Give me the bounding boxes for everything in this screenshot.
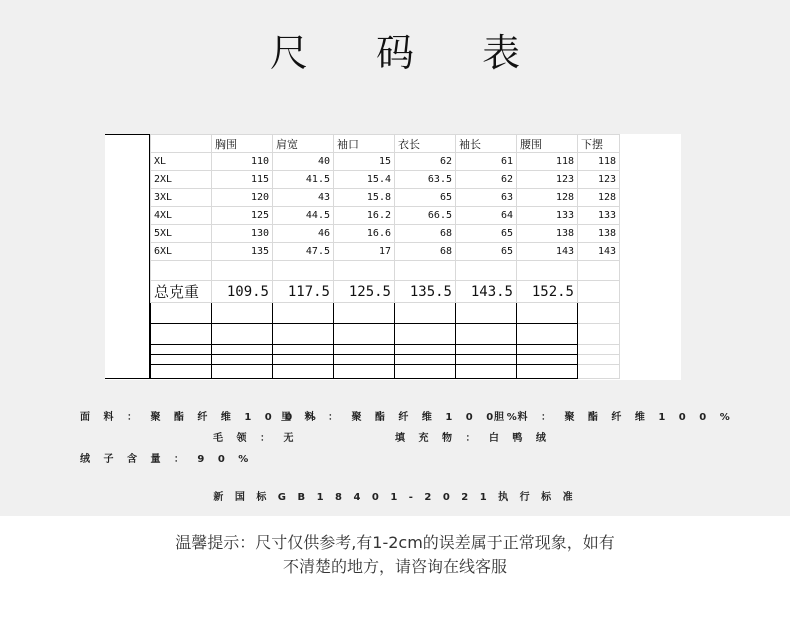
table-cell: 128 xyxy=(517,189,578,207)
table-cell: 62 xyxy=(456,171,517,189)
blank-cell xyxy=(273,345,334,355)
table-cell: 138 xyxy=(517,225,578,243)
table-cell: 133 xyxy=(517,207,578,225)
standard-note: 新 国 标 G B 1 8 4 0 1 - 2 0 2 1 执 行 标 准 xyxy=(213,492,577,503)
blank-row xyxy=(151,303,620,324)
table-cell xyxy=(212,261,273,281)
blank-cell xyxy=(273,365,334,379)
tip-line-2: 不清楚的地方，请咨询在线客服 xyxy=(282,557,507,576)
column-header: 袖口 xyxy=(334,135,395,153)
table-cell: 65 xyxy=(456,225,517,243)
table-header-row xyxy=(151,135,620,153)
table-cell: 143 xyxy=(578,243,620,261)
size-label: XL xyxy=(151,153,212,171)
blank-cell xyxy=(334,345,395,355)
weight-cell xyxy=(578,281,620,303)
table-cell: 47.5 xyxy=(273,243,334,261)
table-cell: 15.8 xyxy=(334,189,395,207)
table-cell xyxy=(578,261,620,281)
blank-cell xyxy=(151,324,212,345)
blank-cell xyxy=(212,324,273,345)
weight-cell: 143.5 xyxy=(456,281,517,303)
table-cell xyxy=(517,261,578,281)
down-content-info: 绒 子 含 量 ： 9 0 % xyxy=(80,454,254,465)
table-cell: 115 xyxy=(212,171,273,189)
blank-row xyxy=(151,365,620,379)
weight-cell: 117.5 xyxy=(273,281,334,303)
blank-cell xyxy=(456,355,517,365)
blank-cell xyxy=(151,355,212,365)
table-cell: 135 xyxy=(212,243,273,261)
size-label: 3XL xyxy=(151,189,212,207)
table-cell: 65 xyxy=(456,243,517,261)
table-cell: 44.5 xyxy=(273,207,334,225)
table-cell: 123 xyxy=(578,171,620,189)
column-header: 袖长 xyxy=(456,135,517,153)
column-header: 肩宽 xyxy=(273,135,334,153)
table-cell: 120 xyxy=(212,189,273,207)
blank-cell xyxy=(395,324,456,345)
column-header: 胸围 xyxy=(212,135,273,153)
table-cell: 64 xyxy=(456,207,517,225)
blank-cell xyxy=(456,324,517,345)
table-cell: 143 xyxy=(517,243,578,261)
blank-cell xyxy=(578,355,620,365)
blank-row xyxy=(151,324,620,345)
table-row xyxy=(151,261,620,281)
table-cell: 63.5 xyxy=(395,171,456,189)
table-cell: 118 xyxy=(517,153,578,171)
size-label: 4XL xyxy=(151,207,212,225)
page-title: 尺 码 表 xyxy=(269,31,549,75)
blank-cell xyxy=(517,345,578,355)
blank-cell xyxy=(517,365,578,379)
table-cell: 138 xyxy=(578,225,620,243)
blank-cell xyxy=(517,324,578,345)
size-label: 6XL xyxy=(151,243,212,261)
blank-cell xyxy=(578,303,620,324)
table-row xyxy=(151,225,620,243)
table-cell: 17 xyxy=(334,243,395,261)
table-cell: 61 xyxy=(456,153,517,171)
table-cell: 66.5 xyxy=(395,207,456,225)
blank-cell xyxy=(517,303,578,324)
table-cell xyxy=(151,261,212,281)
table-row xyxy=(151,207,620,225)
table-cell: 123 xyxy=(517,171,578,189)
weight-row xyxy=(151,281,620,303)
blank-cell xyxy=(151,345,212,355)
collar-info: 毛 领 ： 无 xyxy=(213,433,299,444)
table-cell: 46 xyxy=(273,225,334,243)
table-cell: 133 xyxy=(578,207,620,225)
fabric-info: 面 料 ： 聚 酯 纤 维 1 0 0 % xyxy=(80,412,321,423)
blank-cell xyxy=(273,324,334,345)
blank-cell xyxy=(334,365,395,379)
weight-label: 总克重 xyxy=(151,281,212,303)
table-cell: 118 xyxy=(578,153,620,171)
table-cell: 15 xyxy=(334,153,395,171)
blank-cell xyxy=(273,303,334,324)
blank-cell xyxy=(212,345,273,355)
blank-cell xyxy=(334,355,395,365)
blank-cell xyxy=(578,365,620,379)
table-cell: 130 xyxy=(212,225,273,243)
blank-cell xyxy=(456,365,517,379)
table-row xyxy=(151,243,620,261)
weight-cell: 125.5 xyxy=(334,281,395,303)
table-cell: 15.4 xyxy=(334,171,395,189)
blank-cell xyxy=(395,365,456,379)
blank-cell xyxy=(273,355,334,365)
blank-cell xyxy=(151,365,212,379)
column-header: 下摆 xyxy=(578,135,620,153)
table-row xyxy=(151,189,620,207)
blank-cell xyxy=(456,303,517,324)
table-cell: 41.5 xyxy=(273,171,334,189)
blank-cell xyxy=(395,355,456,365)
lining-info: 里 料 ： 聚 酯 纤 维 1 0 0 % xyxy=(281,412,522,423)
table-cell: 40 xyxy=(273,153,334,171)
table-cell: 128 xyxy=(578,189,620,207)
blank-row xyxy=(151,355,620,365)
blank-row xyxy=(151,345,620,355)
size-label: 2XL xyxy=(151,171,212,189)
table-cell: 125 xyxy=(212,207,273,225)
blank-cell xyxy=(334,324,395,345)
blank-cell xyxy=(151,303,212,324)
weight-cell: 152.5 xyxy=(517,281,578,303)
table-cell xyxy=(395,261,456,281)
table-cell: 16.2 xyxy=(334,207,395,225)
table-cell: 65 xyxy=(395,189,456,207)
table-cell: 62 xyxy=(395,153,456,171)
blank-cell xyxy=(517,355,578,365)
tip-band xyxy=(0,516,790,640)
table-cell xyxy=(456,261,517,281)
size-label: 5XL xyxy=(151,225,212,243)
blank-cell xyxy=(395,345,456,355)
table-cell xyxy=(273,261,334,281)
size-table xyxy=(150,134,620,379)
blank-cell xyxy=(212,303,273,324)
filling-info: 填 充 物 ： 白 鸭 绒 xyxy=(395,433,551,444)
table-cell xyxy=(334,261,395,281)
table-cell: 68 xyxy=(395,225,456,243)
blank-cell xyxy=(456,345,517,355)
column-header xyxy=(151,135,212,153)
table-cell: 110 xyxy=(212,153,273,171)
column-header: 腰围 xyxy=(517,135,578,153)
blank-cell xyxy=(395,303,456,324)
blank-cell xyxy=(578,345,620,355)
tip-line-1: 温馨提示：尺寸仅供参考,有1-2cm的误差属于正常现象，如有 xyxy=(175,533,615,552)
column-header: 衣长 xyxy=(395,135,456,153)
table-cell: 16.6 xyxy=(334,225,395,243)
table-row xyxy=(151,153,620,171)
table-cell: 68 xyxy=(395,243,456,261)
blank-cell xyxy=(212,365,273,379)
inner-info: 胆 料 ： 聚 酯 纤 维 1 0 0 % xyxy=(494,412,735,423)
table-row xyxy=(151,171,620,189)
weight-cell: 109.5 xyxy=(212,281,273,303)
table-cell: 63 xyxy=(456,189,517,207)
weight-cell: 135.5 xyxy=(395,281,456,303)
blank-cell xyxy=(334,303,395,324)
table-cell: 43 xyxy=(273,189,334,207)
left-box xyxy=(105,134,150,379)
blank-cell xyxy=(578,324,620,345)
blank-cell xyxy=(212,355,273,365)
